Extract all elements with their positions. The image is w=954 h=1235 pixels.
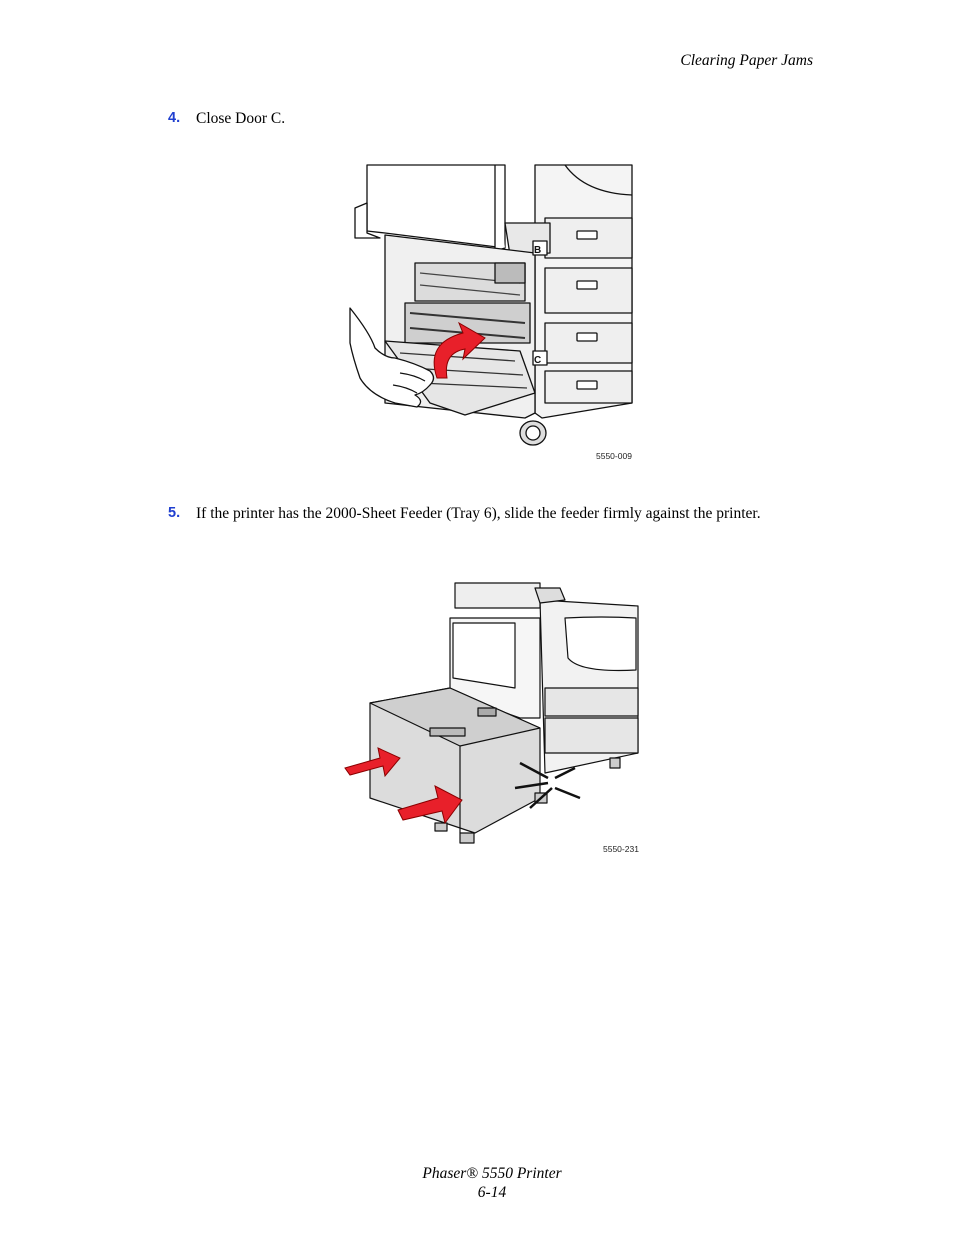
step-text: Close Door C. (196, 110, 286, 127)
figure-code: 5550-009 (596, 451, 632, 461)
figure-slide-feeder (340, 578, 645, 848)
step-number: 5. (168, 505, 181, 521)
figure-code: 5550-231 (603, 844, 639, 854)
figure-close-door-c (345, 163, 645, 448)
footer-product: Phaser® 5550 Printer (422, 1165, 562, 1182)
step-4 (168, 108, 788, 129)
feeder-illustration (340, 578, 645, 848)
step-number: 4. (168, 110, 181, 126)
step-5 (168, 503, 788, 524)
running-header: Clearing Paper Jams (680, 52, 813, 69)
step-text: If the printer has the 2000-Sheet Feeder (Tray 6), slide the feeder firmly against the printer. (196, 505, 761, 522)
door-label-b: B (534, 245, 542, 256)
page-footer (0, 1164, 954, 1202)
door-label-c: C (534, 355, 542, 366)
footer-page-number: 6-14 (477, 1184, 507, 1201)
printer-door-illustration (345, 163, 645, 448)
